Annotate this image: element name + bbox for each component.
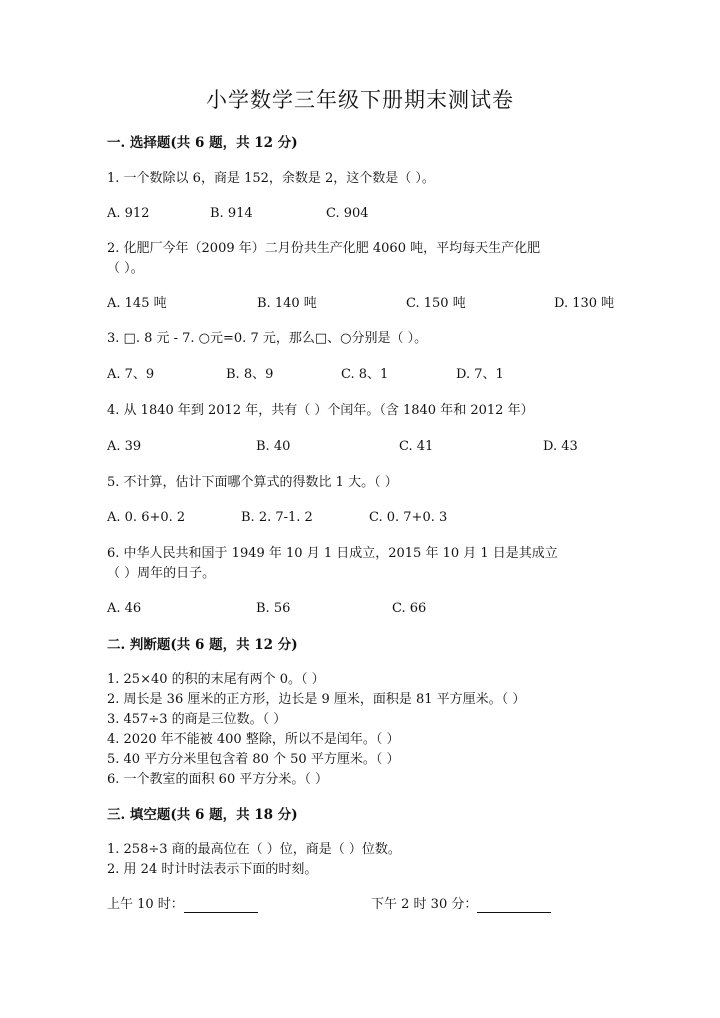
question-5-text: 5. 不计算，估计下面哪个算式的得数比 1 大。（ ） [107, 475, 398, 490]
judgement-item-4: 4. 2020 年不能被 400 整除，所以不是闰年。（ ） [107, 732, 400, 747]
fill-item-2: 2. 用 24 时计时法表示下面的时刻。 [107, 862, 318, 877]
judgement-item-1: 1. 25×40 的积的末尾有两个 0。（ ） [107, 672, 325, 687]
question-1-text: 1. 一个数除以 6，商是 152，余数是 2，这个数是（ ）。 [107, 171, 435, 186]
question-6-text-line2: （ ）周年的日子。 [107, 566, 216, 581]
question-4-text: 4. 从 1840 年到 2012 年，共有（ ）个闰年。（含 1840 年和 2012 年） [107, 403, 534, 418]
section-heading-choice: 一. 选择题(共 6 题，共 12 分) [107, 135, 298, 151]
q6-option-b: B. 56 [256, 601, 291, 616]
answer-blank-1[interactable] [184, 900, 258, 913]
q3-option-b: B. 8、9 [226, 367, 274, 382]
q4-option-b: B. 40 [256, 439, 291, 454]
q4-option-d: D. 43 [543, 439, 578, 454]
answer-blank-2[interactable] [477, 900, 551, 913]
fill-answer-label-2: 下午 2 时 30 分： [371, 897, 478, 912]
q3-option-a: A. 7、9 [107, 367, 155, 382]
q2-option-b: B. 140 吨 [257, 296, 317, 311]
q3-option-c: C. 8、1 [341, 367, 389, 382]
q6-option-c: C. 66 [392, 601, 427, 616]
question-3-text: 3. □. 8 元 - 7. ○元=0. 7 元，那么□、○分别是（ ）。 [107, 331, 428, 346]
question-2-text-line1: 2. 化肥厂今年（2009 年）二月份共生产化肥 4060 吨，平均每天生产化肥 [107, 241, 541, 256]
judgement-item-6: 6. 一个教室的面积 60 平方分米。（ ） [107, 772, 328, 787]
q1-option-c: C. 904 [326, 206, 369, 221]
q1-option-b: B. 914 [210, 206, 253, 221]
section-heading-fill: 三. 填空题(共 6 题，共 18 分) [107, 807, 298, 823]
judgement-item-2: 2. 周长是 36 厘米的正方形，边长是 9 厘米，面积是 81 平方厘米。（ ） [107, 692, 526, 707]
q5-option-c: C. 0. 7+0. 3 [369, 510, 448, 525]
question-2-text-line2: （ ）。 [107, 261, 144, 276]
q2-option-c: C. 150 吨 [406, 296, 466, 311]
judgement-item-5: 5. 40 平方分米里包含着 80 个 50 平方厘米。（ ） [107, 752, 400, 767]
q6-option-a: A. 46 [107, 601, 142, 616]
q4-option-c: C. 41 [399, 439, 434, 454]
q2-option-d: D. 130 吨 [554, 296, 615, 311]
judgement-item-3: 3. 457÷3 的商是三位数。（ ） [107, 712, 287, 727]
section-heading-judgement: 二. 判断题(共 6 题，共 12 分) [107, 637, 298, 653]
fill-answer-row-2 [371, 898, 551, 913]
fill-answer-row-1 [107, 898, 258, 913]
question-6-text-line1: 6. 中华人民共和国于 1949 年 10 月 1 日成立，2015 年 10 月 1 日是其成立 [107, 546, 558, 561]
q4-option-a: A. 39 [107, 439, 142, 454]
page-title: 小学数学三年级下册期末测试卷 [206, 88, 514, 112]
q5-option-a: A. 0. 6+0. 2 [107, 510, 186, 525]
q5-option-b: B. 2. 7-1. 2 [241, 510, 313, 525]
fill-item-1: 1. 258÷3 商的最高位在（ ）位，商是（ ）位数。 [107, 842, 401, 857]
fill-answer-label-1: 上午 10 时： [107, 897, 184, 912]
q2-option-a: A. 145 吨 [107, 296, 167, 311]
q3-option-d: D. 7、1 [456, 367, 504, 382]
q1-option-a: A. 912 [107, 206, 150, 221]
